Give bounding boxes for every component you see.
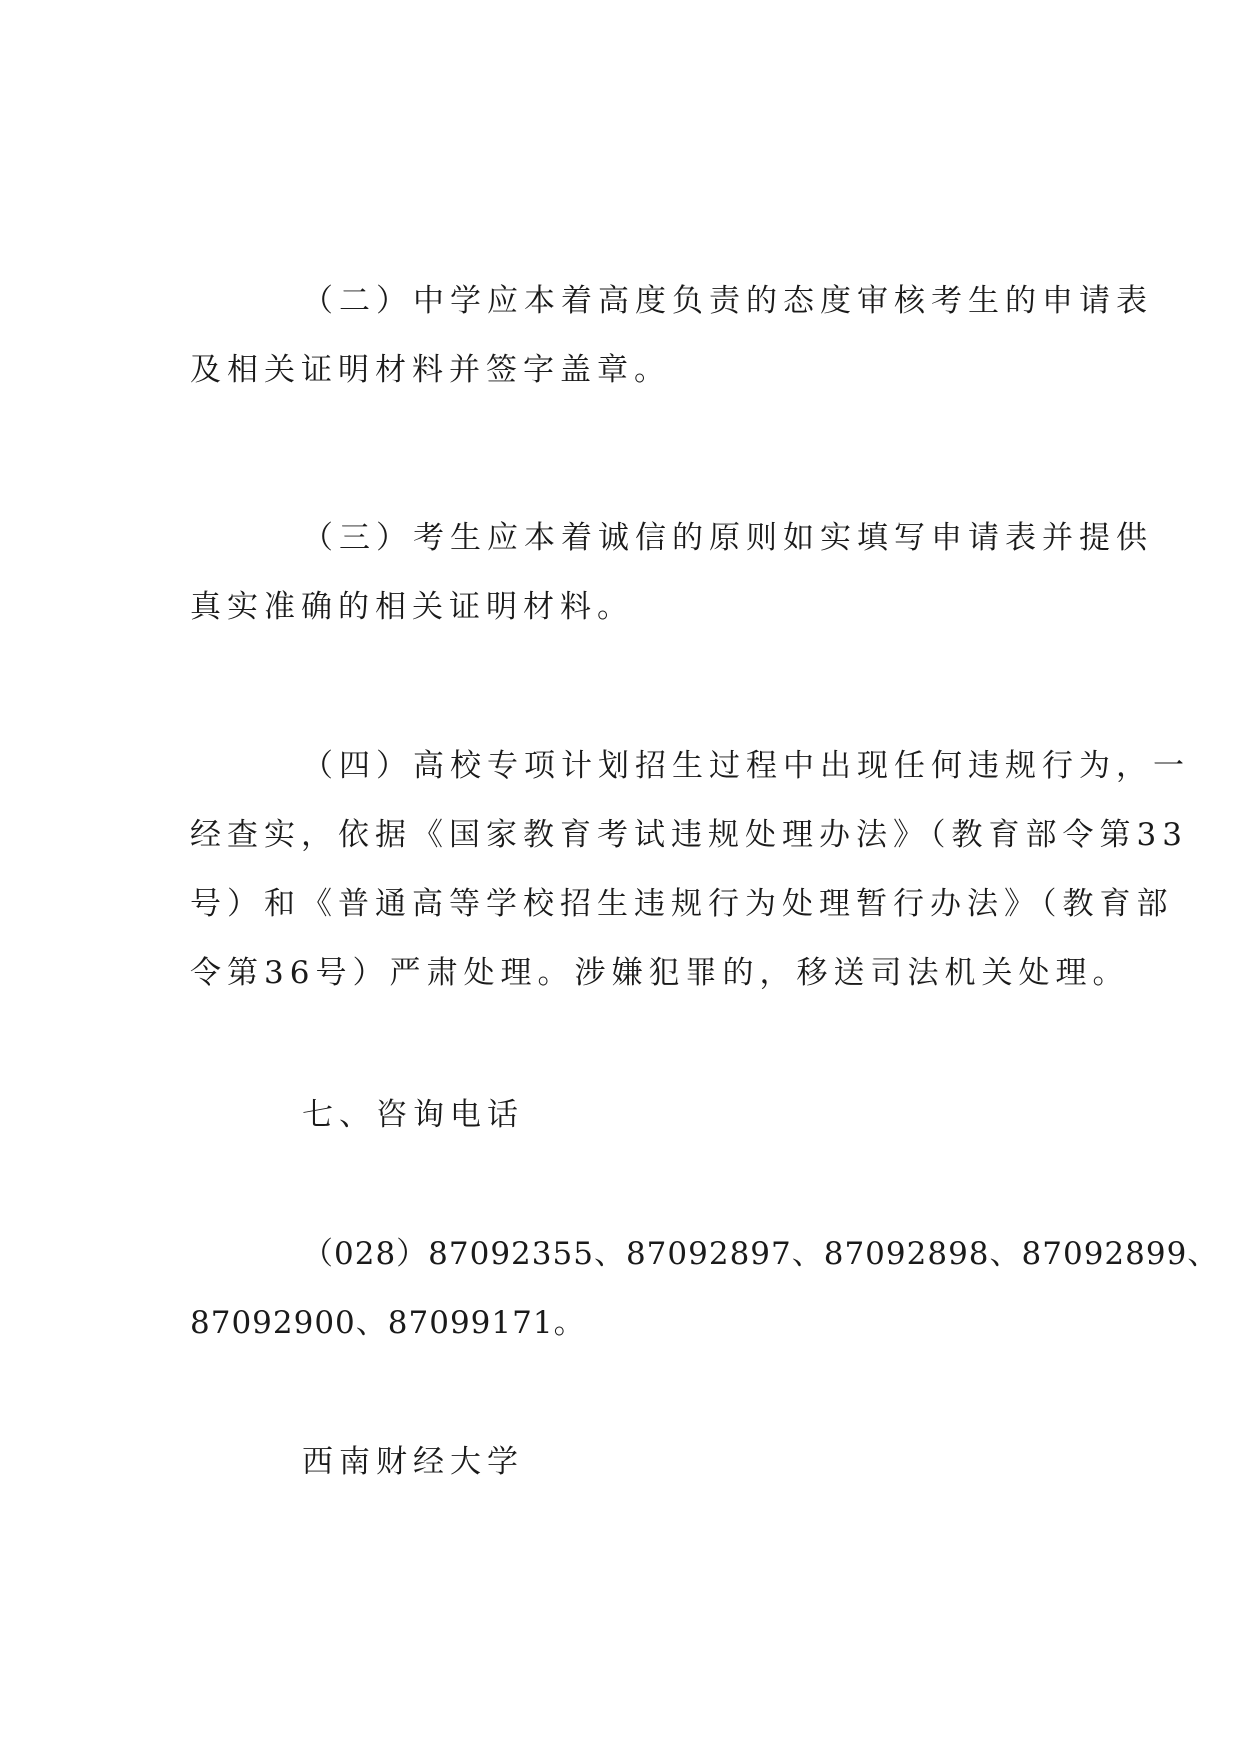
phone-numbers <box>190 1220 1220 1358</box>
section-heading-consultation-phone: 七、咨询电话 <box>302 1097 524 1133</box>
signature-university-name: 西南财经大学 <box>302 1444 524 1480</box>
paragraph-middle-school-review <box>190 267 1153 405</box>
paragraph-line: 号）和《普通高等学校招生违规行为处理暂行办法》（教育部 <box>190 886 1174 922</box>
paragraph-violation-handling <box>190 732 1190 1008</box>
paragraph-line: 经查实，依据《国家教育考试违规处理办法》（教育部令第33 <box>190 817 1188 853</box>
paragraph-line: （二）中学应本着高度负责的态度审核考生的申请表 <box>302 283 1153 319</box>
paragraph-candidate-honesty <box>190 504 1153 642</box>
phone-line: 87092900、87099171。 <box>190 1305 586 1341</box>
phone-line: （028）87092355、87092897、87092898、87092899、 <box>302 1236 1220 1272</box>
paragraph-line: 及相关证明材料并签字盖章。 <box>190 352 671 388</box>
paragraph-line: （四）高校专项计划招生过程中出现任何违规行为，一 <box>302 748 1190 784</box>
paragraph-line: 令第36号）严肃处理。涉嫌犯罪的，移送司法机关处理。 <box>190 955 1130 991</box>
paragraph-line: 真实准确的相关证明材料。 <box>190 589 634 625</box>
paragraph-line: （三）考生应本着诚信的原则如实填写申请表并提供 <box>302 520 1153 556</box>
